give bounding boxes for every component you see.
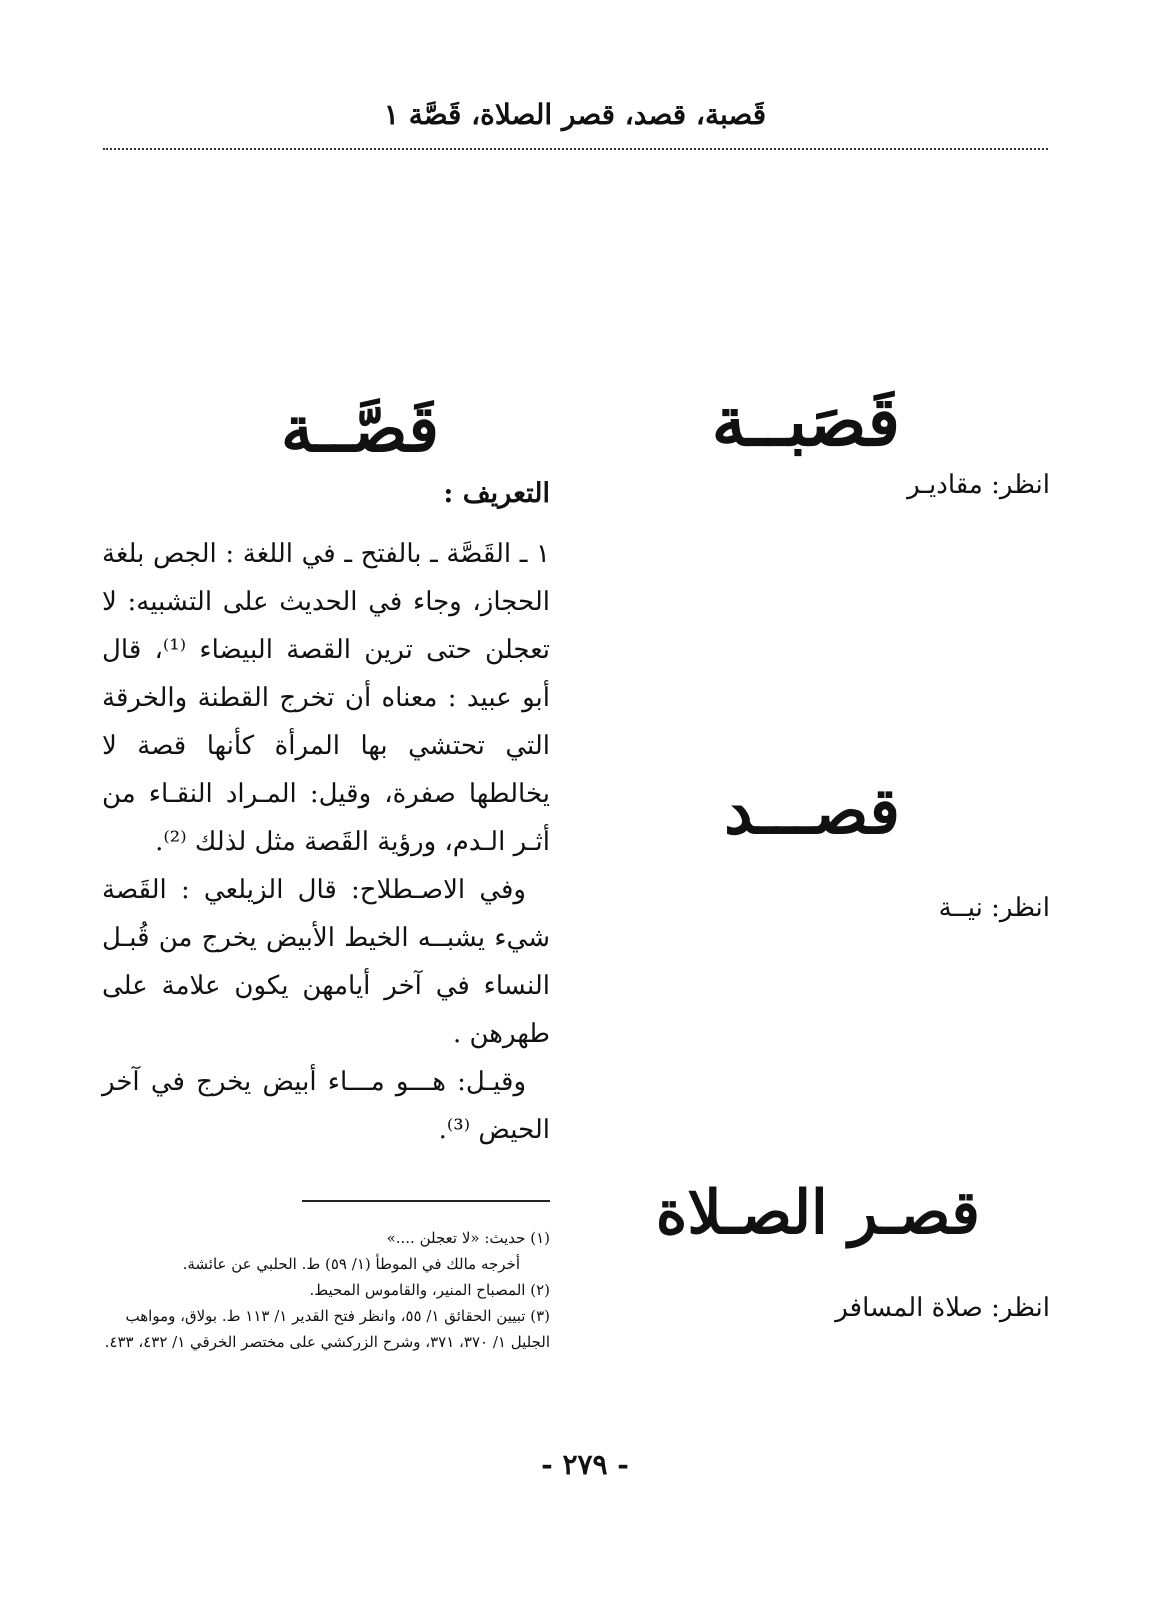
article-body: [102, 530, 550, 1154]
footnote-3: (٣) تبيين الحقائق ١/ ٥٥، وانظر فتح القدير ١/ ١١٣ ط. بولاق، ومواهب الجليل ١/ ٣٧٠، ٣٧١، وشرح الزركشي على مختصر الخرقي ١/ ٤٣٢، ٤٣٣.: [104, 1307, 550, 1351]
footnote-1: (١) حديث: «لا تعجلن ....»: [386, 1229, 550, 1247]
paragraph-technical: وفي الاصـطلاح: قال الزيلعي : القَصة شيء يشبــه الخيط الأبيض يخرج من قُبـل النساء في آخر أيامهن يكون علامة على طهرهن .: [102, 875, 550, 1049]
footnote-1-source: أخرجه مالك في الموطأ (١/ ٥٩) ط. الحلبي عن عائشة.: [182, 1255, 520, 1273]
paragraph-alternate: وقيـل: هـــو مـــاء أبيض يخرج في آخر الحيض ⁽³⁾.: [102, 1067, 550, 1145]
entry-title-qasr-alsalat: قصـر الصـلاة: [655, 1178, 980, 1248]
entry-reference-qasd: انظر: نيــة: [938, 893, 1050, 923]
article-title: قَصَّــة: [281, 392, 439, 467]
definition-heading: التعريف :: [443, 478, 550, 509]
header-dotted-rule: [103, 148, 1048, 150]
entry-title-qasaba: قَصَبــة: [711, 382, 900, 462]
entry-reference-qasr-alsalat: انظر: صلاة المسافر: [835, 1293, 1050, 1323]
footnote-2: (٢) المصباح المنير، والقاموس المحيط.: [309, 1281, 550, 1299]
paragraph-linguistic: ١ ـ القَصَّة ـ بالفتح ـ في اللغة : الجص بلغة الحجاز، وجاء في الحديث على التشبيه: لا تعجلن حتى ترين القصة البيضاء ⁽¹⁾، قال أبو عبيد : معناه أن تخرج القطنة والخرقة التي تحتشي بها المرأة كأنها قصة لا يخالطها صفرة، وقيل: المـراد النقـاء من أثـر الـدم، ورؤية القَصة مثل لذلك ⁽²⁾.: [102, 539, 550, 857]
page-number: - ٢٧٩ -: [541, 1448, 629, 1481]
running-header-title: قَصبة، قصد، قصر الصلاة، قَصَّة ١: [383, 98, 767, 131]
footnotes: [102, 1225, 550, 1355]
entry-title-qasd: قصـــد: [724, 774, 900, 849]
entry-reference-qasaba: انظر: مقاديـر: [907, 470, 1050, 500]
footnote-separator: [302, 1200, 550, 1202]
